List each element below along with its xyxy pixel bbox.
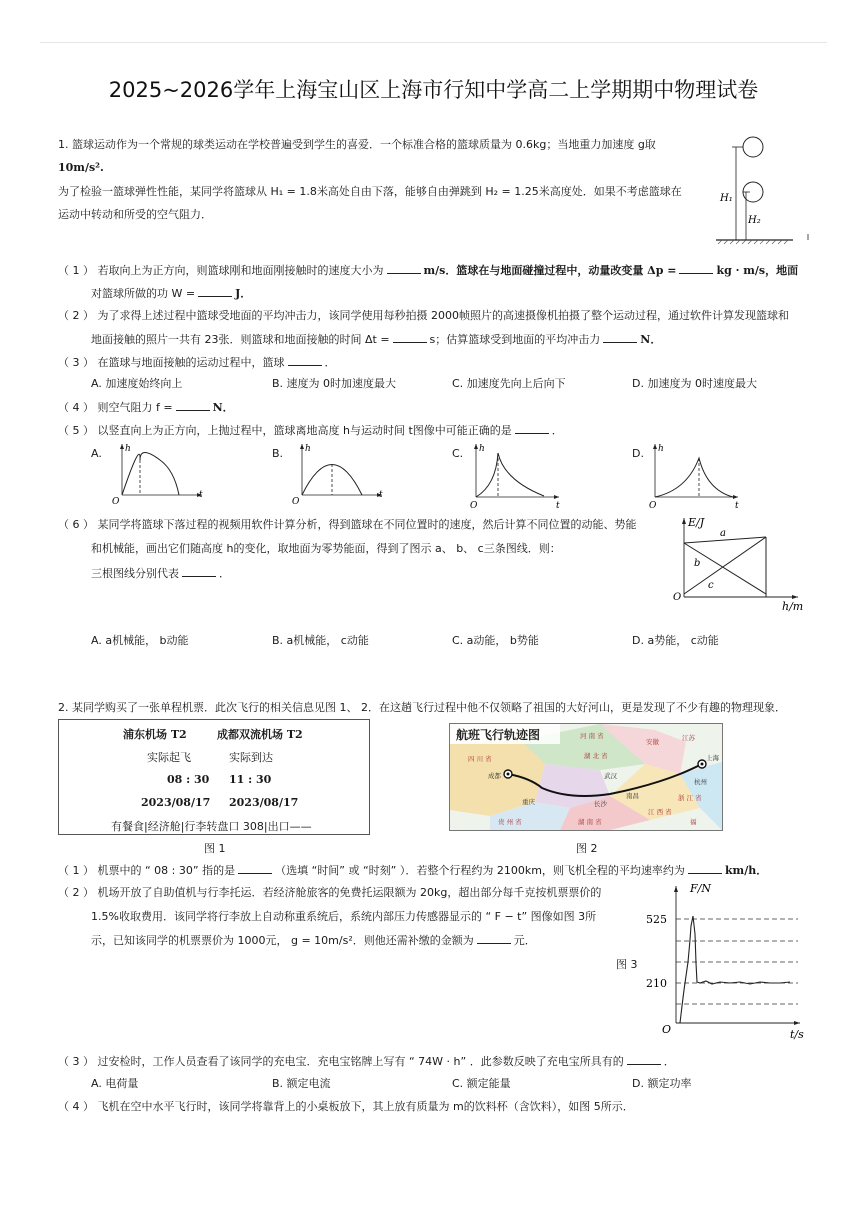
q2-p3-option-a[interactable]: A. 电荷量 xyxy=(91,1077,139,1090)
svg-text:t: t xyxy=(199,490,203,500)
fig-H1-label: H₁ xyxy=(720,193,733,204)
basketball-drop-figure xyxy=(708,130,818,250)
ticket-dep-label: 实际起飞 xyxy=(147,751,191,764)
svg-text:E/J: E/J xyxy=(688,516,705,529)
svg-text:O: O xyxy=(673,592,682,603)
svg-text:h: h xyxy=(658,444,664,454)
svg-text:长沙: 长沙 xyxy=(594,800,607,808)
svg-text:a: a xyxy=(720,528,726,539)
svg-text:杭州: 杭州 xyxy=(694,778,707,786)
ticket-arr-time: 11 : 30 xyxy=(229,773,272,786)
answer-blank[interactable] xyxy=(688,863,722,874)
q1-p3-option-d[interactable]: D. 加速度为 0时速度最大 xyxy=(632,377,757,390)
q1-part2-line1: （ 2 ） 为了求得上述过程中篮球受地面的平均冲击力，该同学使用每秒拍摄 2000帧照片的高速摄像机拍摄了整个运动过程，通过软件计算发现篮球和 xyxy=(58,309,789,322)
svg-text:浙 江 省: 浙 江 省 xyxy=(678,794,702,802)
q1-p6-option-d[interactable]: D. a势能， c动能 xyxy=(632,634,719,647)
header-divider xyxy=(40,42,827,43)
q1-p5-option-c-label[interactable]: C. xyxy=(452,447,464,460)
ticket-arr-date: 2023/08/17 xyxy=(229,796,299,809)
ht-graph-c[interactable] xyxy=(464,440,569,510)
q1-part2-line2: 地面接触的照片一共有 23张．则篮球和地面接触的时间 Δt = s；估算篮球受到地面的平均冲击力 N． xyxy=(91,333,662,346)
svg-text:河 南 省: 河 南 省 xyxy=(580,732,604,740)
q1-part4: （ 4 ） 则空气阻力 f = N． xyxy=(58,401,234,414)
q1-p3-option-b[interactable]: B. 速度为 0时加速度最大 xyxy=(272,377,397,390)
svg-text:上海: 上海 xyxy=(706,754,719,762)
ticket-dep-time: 08 : 30 xyxy=(167,773,210,786)
q2-p3-option-b[interactable]: B. 额定电流 xyxy=(272,1077,331,1090)
svg-text:c: c xyxy=(708,580,714,591)
svg-text:t: t xyxy=(379,490,383,500)
q2-part2-line3: 示，已知该同学的机票票价为 1000元， g = 10m/s²．则他还需补缴的金额为 元． xyxy=(91,934,536,947)
svg-text:O: O xyxy=(292,497,300,507)
svg-text:O: O xyxy=(470,501,478,510)
q1-p5-option-a-label[interactable]: A. xyxy=(91,447,102,460)
q1-part6-line2: 和机械能，画出它们随高度 h的变化，取地面为零势能面，得到了图示 a、 b、 c三条图线．则： xyxy=(91,542,561,555)
q2-p3-option-d[interactable]: D. 额定功率 xyxy=(632,1077,692,1090)
q1-p6-option-a[interactable]: A. a机械能， b动能 xyxy=(91,634,189,647)
answer-blank[interactable] xyxy=(603,332,637,343)
svg-text:t: t xyxy=(735,501,739,510)
q1-part1-line2: 对篮球所做的功 W = J． xyxy=(91,287,252,300)
svg-text:210: 210 xyxy=(646,977,667,990)
q1-p5-option-d-label[interactable]: D. xyxy=(632,447,644,460)
svg-text:江 西 省: 江 西 省 xyxy=(648,808,672,816)
answer-blank[interactable] xyxy=(176,400,210,411)
answer-blank[interactable] xyxy=(393,332,427,343)
answer-blank[interactable] xyxy=(182,566,216,577)
svg-text:湖 南 省: 湖 南 省 xyxy=(578,818,602,826)
ticket-to: 成都双流机场 T2 xyxy=(217,728,303,741)
fig-H2-label: H₂ xyxy=(748,215,761,226)
q1-part1-line1: （ 1 ） 若取向上为正方向，则篮球刚和地面刚接触时的速度大小为 m/s．篮球在与地面碰撞过程中，动量改变量 Δp = kg · m/s，地面 xyxy=(58,264,799,277)
svg-text:江苏: 江苏 xyxy=(682,734,695,742)
q1-part5-stem: （ 5 ） 以竖直向上为正方向，上抛过程中，篮球离地高度 h与运动时间 t图像中可能正确的是 ． xyxy=(58,424,563,437)
svg-text:F/N: F/N xyxy=(690,882,711,895)
q1-stem-line1: 1. 篮球运动作为一个常规的球类运动在学校普遍受到学生的喜爱．一个标准合格的篮球质量为 0.6kg；当地重力加速度 g取 xyxy=(58,138,656,151)
svg-text:h: h xyxy=(479,444,485,454)
q2-part1: （ 1 ） 机票中的 “ 08 : 30” 指的是 （选填 “时间” 或 “时刻” ）．若整个行程约为 2100km，则飞机全程的平均速率约为 km/h． xyxy=(58,864,768,877)
svg-text:t/s: t/s xyxy=(790,1028,804,1041)
svg-text:湖 北 省: 湖 北 省 xyxy=(584,752,608,760)
q1-stem-line2: 10m/s². xyxy=(58,161,104,174)
figure1-caption: 图 1 xyxy=(204,842,226,855)
q2-part2-line2: 1.5%收取费用．该同学将行李放上自动称重系统后，系统内部压力传感器显示的 “ F − t” 图像如图 3所 xyxy=(91,910,597,923)
figure3-caption: 图 3 xyxy=(616,958,638,971)
answer-blank[interactable] xyxy=(477,933,511,944)
svg-text:O: O xyxy=(112,497,120,507)
svg-text:O: O xyxy=(662,1023,672,1036)
q1-part6-line3: 三根图线分别代表 ． xyxy=(91,567,230,580)
svg-text:t: t xyxy=(556,501,560,510)
answer-blank[interactable] xyxy=(238,863,272,874)
ticket-arr-label: 实际到达 xyxy=(229,751,273,764)
ht-graph-b[interactable] xyxy=(288,440,393,510)
svg-text:b: b xyxy=(694,558,701,569)
flight-route-map xyxy=(449,723,723,831)
q1-p3-option-a[interactable]: A. 加速度始终向上 xyxy=(91,377,183,390)
q1-part6-line1: （ 6 ） 某同学将篮球下落过程的视频用软件计算分析，得到篮球在不同位置时的速度，然后计算不同位置的动能、势能 xyxy=(58,518,637,531)
svg-text:h: h xyxy=(125,444,131,454)
ht-graph-d[interactable] xyxy=(643,440,748,510)
svg-text:重庆: 重庆 xyxy=(522,798,535,806)
q1-p6-option-b[interactable]: B. a机械能， c动能 xyxy=(272,634,369,647)
energy-height-graph xyxy=(668,512,816,616)
flight-ticket-figure xyxy=(58,719,370,835)
svg-text:h: h xyxy=(305,444,311,454)
svg-text:安徽: 安徽 xyxy=(646,738,659,746)
svg-text:525: 525 xyxy=(646,913,667,926)
svg-text:武汉: 武汉 xyxy=(604,772,617,780)
force-time-graph xyxy=(640,878,812,1042)
svg-text:h/m: h/m xyxy=(782,600,804,613)
q1-stem-line3: 为了检验一篮球弹性性能，某同学将篮球从 H₁ = 1.8米高处自由下落，能够自由弹跳到 H₂ = 1.25米高度处．如果不考虑篮球在 xyxy=(58,185,682,198)
figure2-caption: 图 2 xyxy=(576,842,598,855)
ht-graph-a[interactable] xyxy=(108,440,213,510)
map-title: 航班飞行轨迹图 xyxy=(456,728,541,742)
svg-text:南昌: 南昌 xyxy=(626,792,639,800)
ticket-footer: 有餐食|经济舱|行李转盘口 308|出口—— xyxy=(111,820,312,833)
q2-stem: 2. 某同学购买了一张单程机票．此次飞行的相关信息见图 1、 2．在这趟飞行过程中他不仅领略了祖国的大好河山，更是发现了不少有趣的物理现象． xyxy=(58,701,786,714)
ticket-dep-date: 2023/08/17 xyxy=(141,796,211,809)
svg-text:贵 州 省: 贵 州 省 xyxy=(498,818,522,826)
svg-text:福: 福 xyxy=(690,818,697,826)
q1-p6-option-c[interactable]: C. a动能， b势能 xyxy=(452,634,539,647)
page-title: 2025~2026学年上海宝山区上海市行知中学高二上学期期中物理试卷 xyxy=(108,78,759,102)
answer-blank[interactable] xyxy=(515,423,549,434)
q2-part3-stem: （ 3 ） 过安检时，工作人员查看了该同学的充电宝．充电宝铭牌上写有 “ 74W · h” ．此参数反映了充电宝所具有的 ． xyxy=(58,1055,675,1068)
q2-part4: （ 4 ） 飞机在空中水平飞行时，该同学将靠背上的小桌板放下，其上放有质量为 m的饮料杯（含饮料），如图 5所示． xyxy=(58,1100,634,1113)
svg-text:四 川 省: 四 川 省 xyxy=(468,755,492,763)
q1-p5-option-b-label[interactable]: B. xyxy=(272,447,284,460)
answer-blank[interactable] xyxy=(627,1054,661,1065)
ticket-from: 浦东机场 T2 xyxy=(123,728,187,741)
q2-part2-line1: （ 2 ） 机场开放了自助值机与行李托运．若经济舱旅客的免费托运限额为 20kg，超出部分每千克按机票票价的 xyxy=(58,886,602,899)
answer-blank[interactable] xyxy=(679,263,713,274)
answer-blank[interactable] xyxy=(288,355,322,366)
svg-text:成都: 成都 xyxy=(488,772,501,780)
svg-text:O: O xyxy=(649,501,657,510)
answer-blank[interactable] xyxy=(198,286,232,297)
q2-p3-option-c[interactable]: C. 额定能量 xyxy=(452,1077,511,1090)
q1-p3-option-c[interactable]: C. 加速度先向上后向下 xyxy=(452,377,566,390)
q1-stem-line4: 运动中转动和所受的空气阻力． xyxy=(58,208,212,221)
answer-blank[interactable] xyxy=(387,263,421,274)
q1-part3-stem: （ 3 ） 在篮球与地面接触的运动过程中，篮球 ． xyxy=(58,356,336,369)
